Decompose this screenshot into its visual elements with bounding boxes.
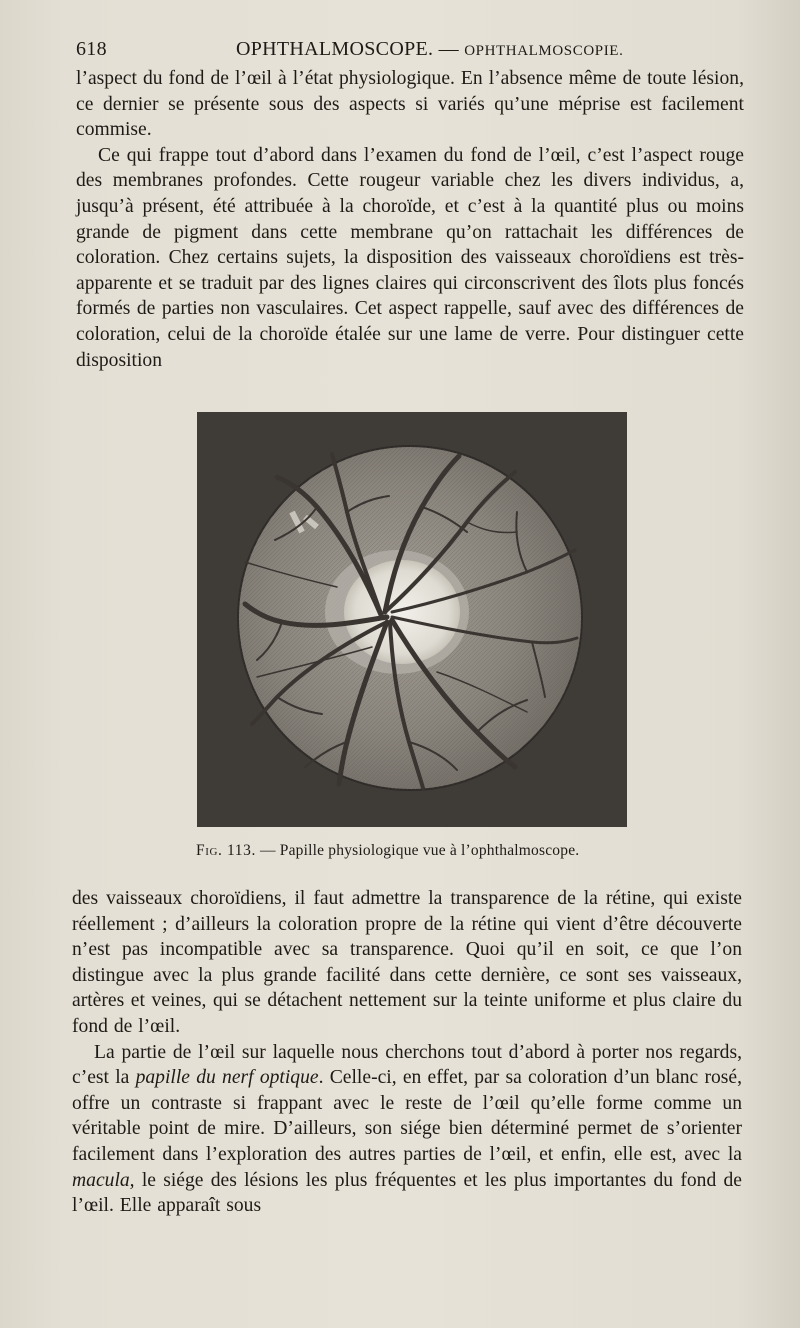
paragraph-2: Ce qui frappe tout d’abord dans l’examen du fond de l’œil, c’est l’aspect rouge des membranes profondes. Cette rougeur variable chez les divers individus, a, jusqu’à présent, été attribuée à la choroïde, et c’est à la quantité plus ou moins grande de pigment dans cette membrane qu’on rattachait les différences de coloration. Chez certains sujets, la disposition des vaisseaux choroïdiens est très-apparente et se traduit par des lignes claires qui circonscrivent des îlots plus foncés formés de parties non vasculaires. Cet aspect rappelle, sauf avec des différences de coloration, celui de la choroïde étalée sur une lame de verre. Pour distinguer cette disposition (76, 144, 744, 371)
paragraph-4-part-3: le siége des lésions les plus fréquentes et les plus importantes du fond de l’œil. Elle apparaît sous (72, 1169, 742, 1217)
page-number: 618 (76, 38, 107, 60)
running-title-main: OPHTHALMOSCOPE. — (236, 38, 459, 60)
figure-caption (196, 842, 636, 860)
figure-caption-text: — Papille physiologique vue à l’ophthalmoscope. (255, 842, 580, 859)
figure-fundus-illustration (197, 412, 627, 827)
text-block-bottom (72, 886, 742, 1219)
figure-label: Fig. 113. (196, 842, 256, 859)
running-title (236, 38, 623, 61)
text-block-top (76, 66, 744, 373)
paragraph-4 (72, 1040, 742, 1219)
emphasis-macula: macula, (72, 1169, 135, 1191)
page-header (76, 34, 746, 64)
paragraph-3: des vaisseaux choroïdiens, il faut admettre la transparence de la rétine, qui existe réellement ; d’ailleurs la coloration propre de la rétine qui vient d’être découverte n’est pas incompatible avec sa transparence. Quoi qu’il en soit, ce que l’on distingue avec la plus grande facilité dans cette dernière, ce sont ses vaisseaux, artères et veines, qui se détachent nettement sur la teinte uniforme et plus claire du fond de l’œil. (72, 888, 742, 1037)
paragraph-1: l’aspect du fond de l’œil à l’état physiologique. En l’absence même de toute lésion, ce dernier se présente sous des aspects si variés qu’une méprise est facilement commise. (76, 68, 744, 141)
fundus-engraving (197, 412, 627, 827)
paragraph-4-part-1: La partie de l’œil sur laquelle nous cherchons tout d’abord à porter nos regards, c’est la (72, 1041, 742, 1089)
paragraph-4-part-2: . Celle-ci, en effet, par sa coloration d’un blanc rosé, offre un contraste si frappant avec le reste de l’œil qu’elle forme comme un véritable point de mire. D’ailleurs, son siége bien déterminé permet de s’orienter facilement dans l’exploration des autres parties de l’œil, et enfin, elle est, avec la (72, 1067, 742, 1165)
running-title-sub: OPHTHALMOSCOPIE. (464, 43, 624, 59)
emphasis-papille: papille du nerf optique (135, 1067, 319, 1089)
